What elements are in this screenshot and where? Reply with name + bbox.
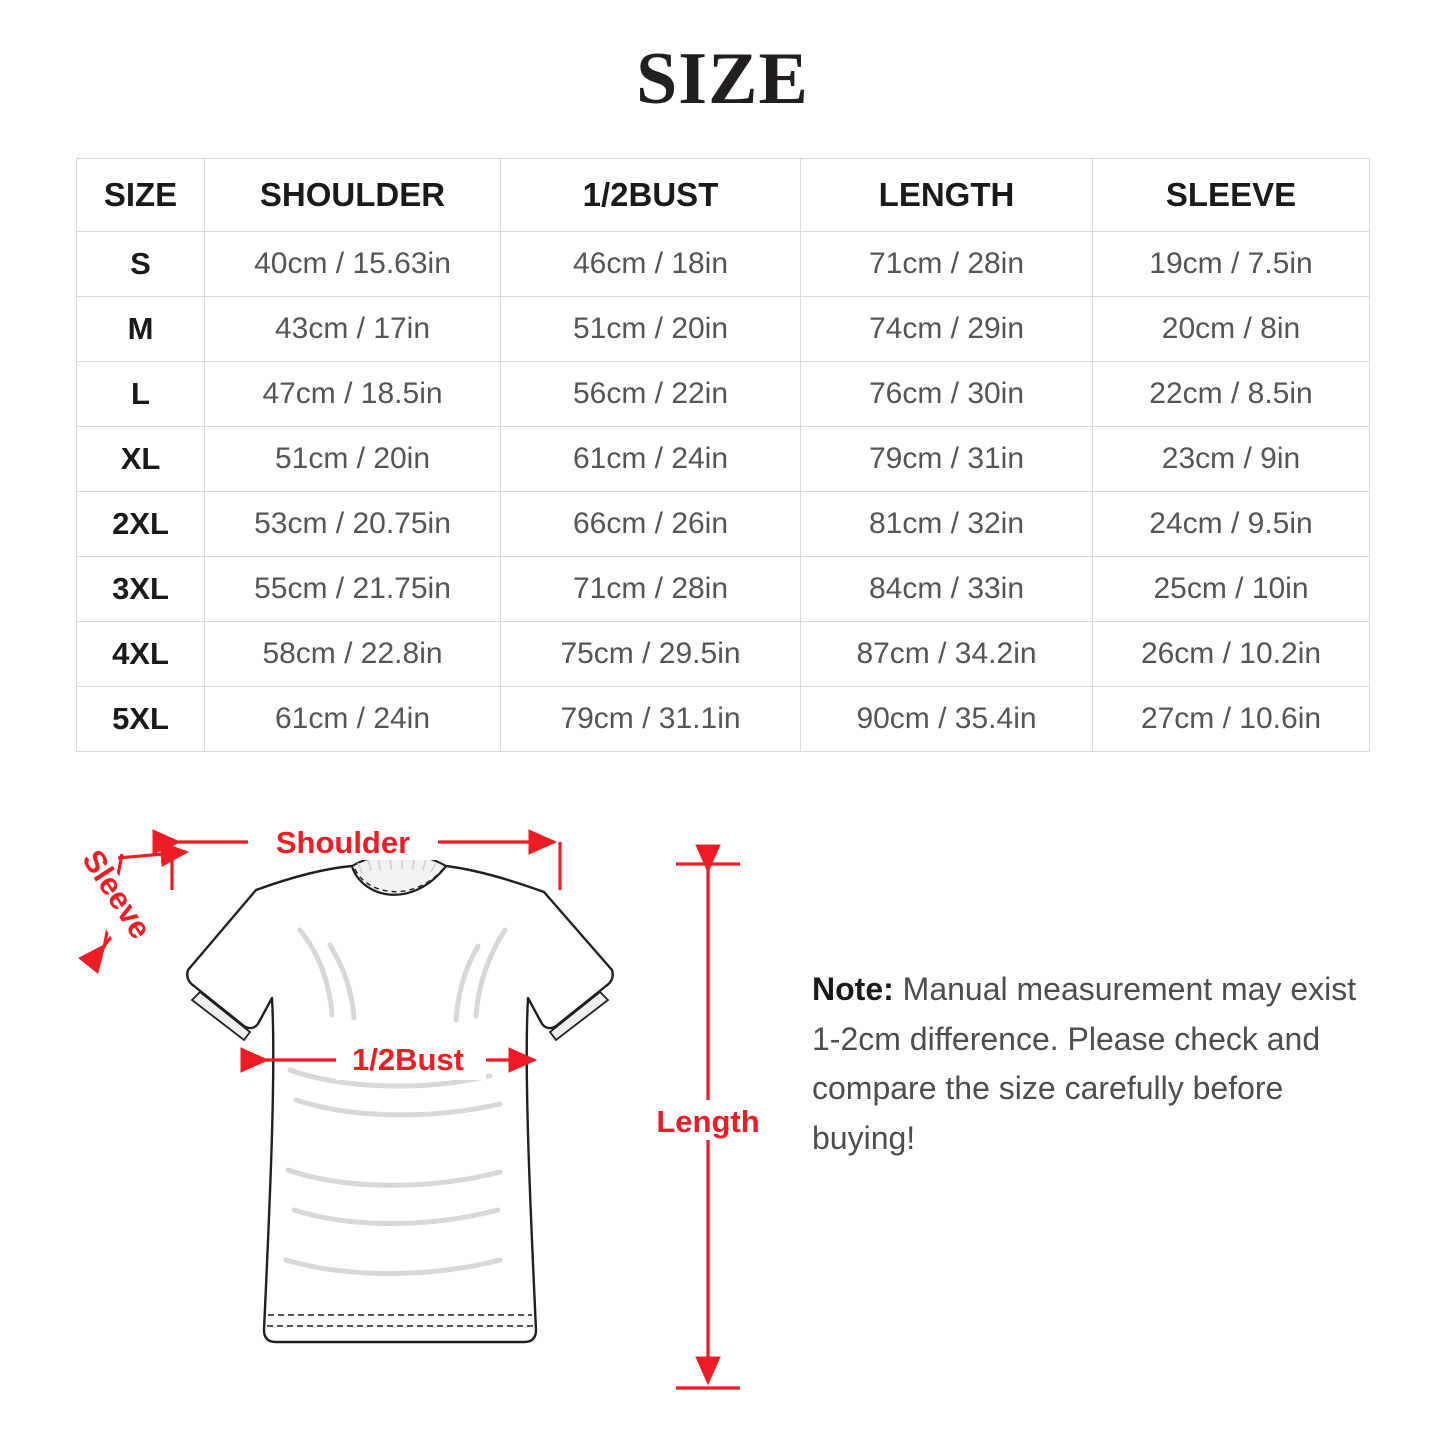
cell-size: S <box>77 232 205 297</box>
page-title: SIZE <box>636 38 809 120</box>
cell-shoulder: 40cm / 15.63in <box>205 232 501 297</box>
cell-sleeve: 23cm / 9in <box>1093 427 1370 492</box>
column-header-size: SIZE <box>77 159 205 232</box>
cell-sleeve: 20cm / 8in <box>1093 297 1370 362</box>
cell-length: 81cm / 32in <box>801 492 1093 557</box>
column-header-bust: 1/2BUST <box>501 159 801 232</box>
tshirt-measurement-diagram <box>0 770 790 1430</box>
note-lead: Note: <box>812 971 894 1007</box>
cell-length: 79cm / 31in <box>801 427 1093 492</box>
length-label: Length <box>656 1104 760 1139</box>
cell-size: 3XL <box>77 557 205 622</box>
cell-length: 84cm / 33in <box>801 557 1093 622</box>
sleeve-label: Sleeve <box>75 843 159 946</box>
shoulder-label-text: Shoulder <box>275 825 411 860</box>
cell-sleeve: 24cm / 9.5in <box>1093 492 1370 557</box>
table-row <box>77 492 1370 557</box>
size-table <box>76 158 1370 752</box>
cell-bust: 66cm / 26in <box>501 492 801 557</box>
table-row <box>77 557 1370 622</box>
cell-shoulder: 61cm / 24in <box>205 687 501 752</box>
cell-length: 76cm / 30in <box>801 362 1093 427</box>
cell-shoulder: 58cm / 22.8in <box>205 622 501 687</box>
note-block <box>812 965 1392 1163</box>
cell-bust: 79cm / 31.1in <box>501 687 801 752</box>
table-row <box>77 427 1370 492</box>
column-header-length: LENGTH <box>801 159 1093 232</box>
cell-bust: 46cm / 18in <box>501 232 801 297</box>
cell-sleeve: 19cm / 7.5in <box>1093 232 1370 297</box>
cell-size: L <box>77 362 205 427</box>
cell-size: XL <box>77 427 205 492</box>
table-row <box>77 687 1370 752</box>
table-row <box>77 362 1370 427</box>
cell-size: 4XL <box>77 622 205 687</box>
cell-shoulder: 55cm / 21.75in <box>205 557 501 622</box>
cell-size: 5XL <box>77 687 205 752</box>
cell-length: 90cm / 35.4in <box>801 687 1093 752</box>
cell-shoulder: 51cm / 20in <box>205 427 501 492</box>
cell-sleeve: 26cm / 10.2in <box>1093 622 1370 687</box>
column-header-sleeve: SLEEVE <box>1093 159 1370 232</box>
cell-sleeve: 27cm / 10.6in <box>1093 687 1370 752</box>
table-row <box>77 622 1370 687</box>
cell-size: 2XL <box>77 492 205 557</box>
cell-sleeve: 25cm / 10in <box>1093 557 1370 622</box>
cell-bust: 61cm / 24in <box>501 427 801 492</box>
cell-bust: 75cm / 29.5in <box>501 622 801 687</box>
column-header-shoulder: SHOULDER <box>205 159 501 232</box>
cell-sleeve: 22cm / 8.5in <box>1093 362 1370 427</box>
note-text: Manual measurement may exist 1-2cm difference. Please check and compare the size carefully before buying! <box>812 971 1357 1156</box>
cell-length: 87cm / 34.2in <box>801 622 1093 687</box>
cell-bust: 56cm / 22in <box>501 362 801 427</box>
tshirt-illustration <box>187 854 613 1342</box>
table-header-row <box>77 159 1370 232</box>
cell-size: M <box>77 297 205 362</box>
cell-shoulder: 53cm / 20.75in <box>205 492 501 557</box>
table-row <box>77 297 1370 362</box>
cell-bust: 71cm / 28in <box>501 557 801 622</box>
cell-shoulder: 47cm / 18.5in <box>205 362 501 427</box>
cell-length: 71cm / 28in <box>801 232 1093 297</box>
cell-length: 74cm / 29in <box>801 297 1093 362</box>
bust-label: 1/2Bust <box>352 1042 464 1077</box>
cell-shoulder: 43cm / 17in <box>205 297 501 362</box>
table-row <box>77 232 1370 297</box>
cell-bust: 51cm / 20in <box>501 297 801 362</box>
